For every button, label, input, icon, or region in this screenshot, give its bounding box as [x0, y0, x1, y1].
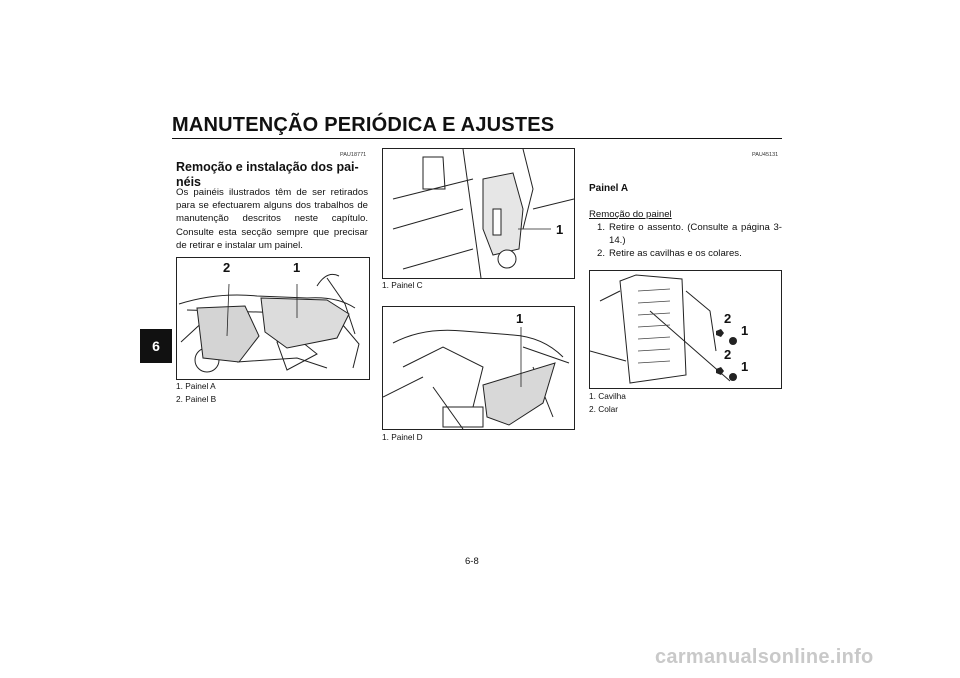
step-text: Retire o assento. (Consulte a página 3-14.) [609, 222, 782, 247]
figure-panel-d [382, 306, 575, 430]
caption-line: 1. Painel D [382, 432, 423, 442]
caption-line: 1. Painel C [382, 280, 423, 290]
callout-2: 2 [223, 260, 231, 275]
callout-1: 1 [293, 260, 301, 275]
page-title: MANUTENÇÃO PERIÓDICA E AJUSTES [172, 114, 555, 136]
motorcycle-side-illustration [177, 258, 369, 379]
procedure-title: Remoção do painel [589, 209, 672, 220]
step-number: 2. [597, 248, 606, 260]
caption-line: 1. Painel A [176, 381, 216, 391]
figure-panel-c [382, 148, 575, 279]
list-item [589, 247, 782, 260]
section-code: PAU45131 [752, 152, 779, 158]
step-number: 1. [597, 222, 606, 233]
figure-panels-a-b [176, 257, 370, 380]
callout-2: 2 [724, 347, 732, 362]
step-text: Retire as cavilhas e os colares. [609, 248, 742, 260]
caption-line: 2. Painel B [176, 394, 217, 404]
section-paragraph: Os painéis ilustrados têm de ser retirados para se efectuarem alguns dos trabalhos de manutenção descritos neste capítulo. Consulte esta secção sempre que precisar de retirar e instalar um painel. [176, 187, 368, 251]
footer-watermark: carmanualsonline.info [655, 646, 874, 668]
title-rule [172, 138, 782, 139]
caption-line: 2. Colar [589, 404, 619, 414]
panel-c-illustration [383, 149, 574, 278]
callout-1: 1 [741, 359, 749, 374]
figure-bolts-collars [589, 270, 782, 389]
subsection-heading: Painel A [589, 183, 629, 194]
callout-1: 1 [516, 311, 524, 326]
caption-line: 1. Cavilha [589, 391, 626, 401]
panel-d-illustration [383, 307, 574, 429]
bolts-illustration [590, 271, 781, 388]
callout-1: 1 [741, 323, 749, 338]
callout-2: 2 [724, 311, 732, 326]
section-heading: Remoção e instalação dos pai-néis [176, 160, 359, 189]
callout-1: 1 [556, 222, 564, 237]
section-code: PAU18771 [340, 152, 367, 158]
list-item [589, 221, 782, 247]
procedure-steps [589, 221, 782, 261]
page-number: 6-8 [465, 556, 479, 567]
chapter-tab: 6 [140, 329, 172, 363]
